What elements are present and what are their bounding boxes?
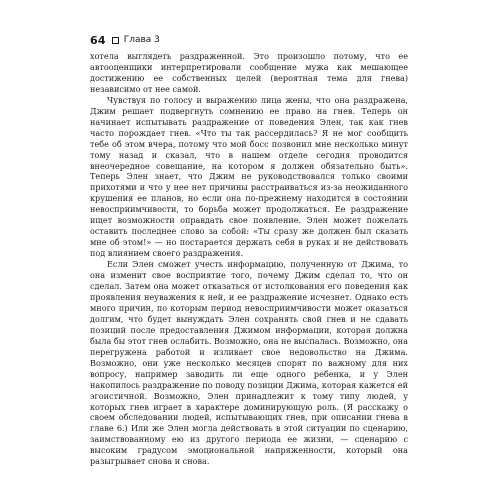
body-text [90,51,408,467]
square-bullet-icon [112,37,119,44]
paragraph-3: Если Элен сможет учесть информацию, полученную от Джима, то она изменит свое восприятие того, почему Джим сделал то, что он сделал. Затем она может отказаться от истолкования его поведения как проявления неуважения к ней, и ее раздражение исчезнет. Однако есть много причин, по которым период невосприимчивости может оказаться долгим, что будет вынуждать Элен сохранять свой гнев и не сдавать позиций после предоставления Джимом информации, которая должна была бы этот гнев ослабить. Возможно, она не выспалась. Возможно, она перегружена работой и изливает свое недовольство на Джима. Возможно, они уже несколько месяцев спорят по важному для них вопросу, например заводить ли еще одного ребенка, и у Элен накопилось раздражение по поводу позиции Джима, которая кажется ей эгоистичной. Возможно, Элен принадлежит к тому типу людей, у которых гнев играет в характере доминирующую роль. (Я расскажу о своем обследовании людей, испытывающих гнев, при описании гнева в главе 6.) Или же Элен могла действовать в этой ситуации по сценарию, заимствованному ею из другого периода ее жизни, — сценарию с высоким градусом эмоциональной напряженности, который она разыгрывает снова и снова. [90,259,408,467]
page-number: 64 [90,33,106,47]
page-header [90,32,160,48]
paragraph-2: Чувствуя по голосу и выражению лица жены, что она раздражена, Джим решает подвергнуть сомнению ее право на гнев. Теперь он начинает испытывать раздражение от поведения Элен, так как гнев часто порождает гнев. «Что ты так рассердилась? Я не мог сообщить тебе об этом вчера, потому что мой босс позвонил мне несколько минут тому назад и сказал, что в нашем отделе сегодня проводится внеочередное совещание, на котором я должен обязательно быть». Теперь Элен знает, что Джим не руководствовался только своими прихотями и что у нее нет причины расстраиваться из-за неожиданного крушения ее планов, но если она по-прежнему находится в состоянии невосприимчивости, то борьба может продолжаться. Ее раздражение ищет возможности оправдать свое появление. Элен может пожелать оставить последнее слово за собой: «Ты сразу же должен был сказать мне об этом!» — но постарается держать себя в руках и не действовать под влиянием своего раздражения. [90,94,408,259]
paragraph-1: хотела выглядеть раздраженной. Это произошло потому, что ее автооценщики интерпретировали сообщение мужа как мешающее достижению ее собственных целей (вероятная тема для гнева) независимо от нее самой. [90,51,408,94]
chapter-title: Глава 3 [123,35,160,45]
